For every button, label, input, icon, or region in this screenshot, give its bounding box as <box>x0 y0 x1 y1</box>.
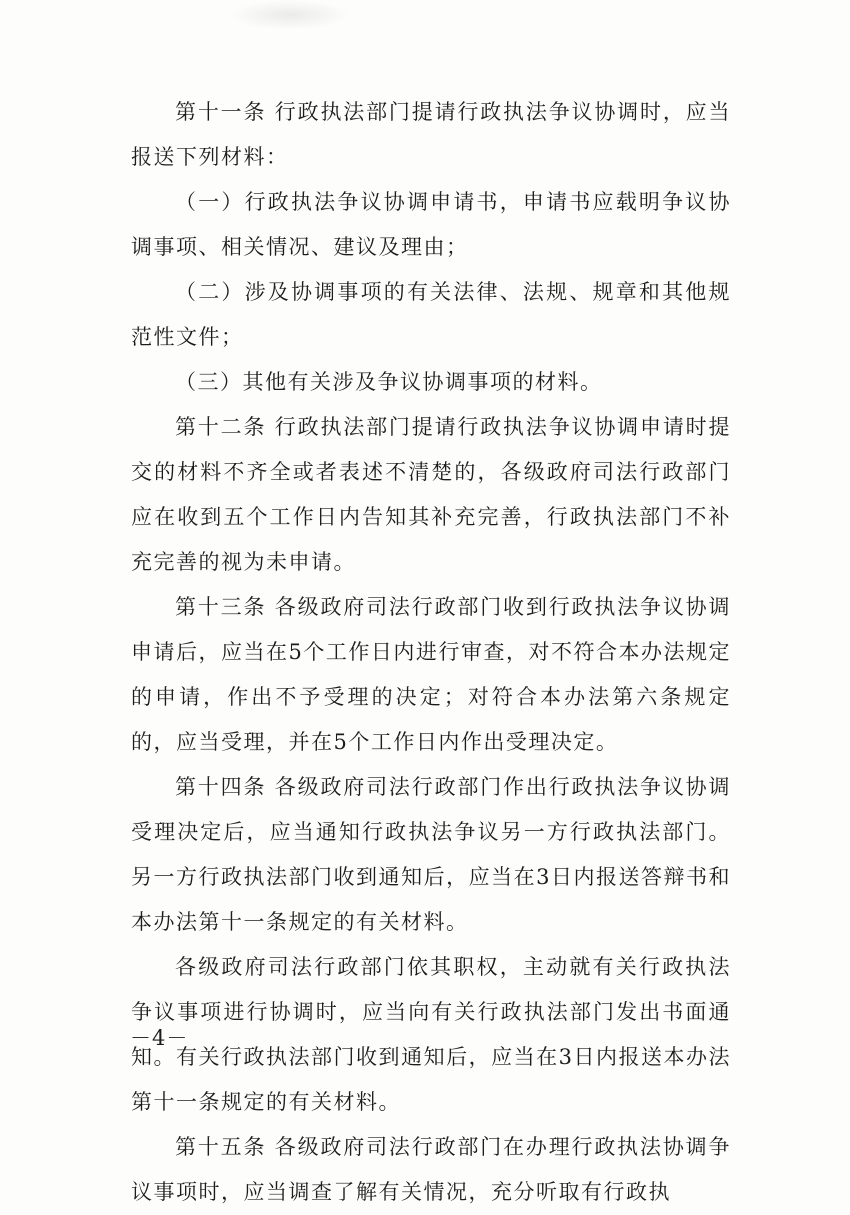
article-11-item-2: （二）涉及协调事项的有关法律、法规、规章和其他规范性文件； <box>131 280 731 349</box>
article-15-paragraph: 第十五条 各级政府司法行政部门在办理行政执法协调争议事项时，应当调查了解有关情况，充分听取有行政执 <box>131 1135 731 1204</box>
article-11-item-1: （一）行政执法争议协调申请书，申请书应载明争议协调事项、相关情况、建议及理由； <box>131 190 731 259</box>
document-body <box>131 90 731 1215</box>
article-14-paragraph: 第十四条 各级政府司法行政部门作出行政执法争议协调受理决定后，应当通知行政执法争议另一方行政执法部门。另一方行政执法部门收到通知后，应当在3日内报送答辩书和本办法第十一条规定的有关材料。 <box>131 775 731 934</box>
article-13-paragraph: 第十三条 各级政府司法行政部门收到行政执法争议协调申请后，应当在5个工作日内进行审查，对不符合本办法规定的申请，作出不予受理的决定；对符合本办法第六条规定的，应当受理，并在5个工作日内作出受理决定。 <box>131 595 731 754</box>
article-11-item-3: （三）其他有关涉及争议协调事项的材料。 <box>175 370 603 394</box>
page-number: －4－ <box>130 1026 189 1050</box>
scan-stain <box>230 0 350 30</box>
article-14-continuation: 各级政府司法行政部门依其职权，主动就有关行政执法争议事项进行协调时，应当向有关行政执法部门发出书面通知。有关行政执法部门收到通知后，应当在3日内报送本办法第十一条规定的有关材料。 <box>131 955 731 1114</box>
article-12-paragraph: 第十二条 行政执法部门提请行政执法争议协调申请时提交的材料不齐全或者表述不清楚的，各级政府司法行政部门应在收到五个工作日内告知其补充完善，行政执法部门不补充完善的视为未申请。 <box>131 415 731 574</box>
article-11-paragraph: 第十一条 行政执法部门提请行政执法争议协调时，应当报送下列材料： <box>131 100 731 169</box>
